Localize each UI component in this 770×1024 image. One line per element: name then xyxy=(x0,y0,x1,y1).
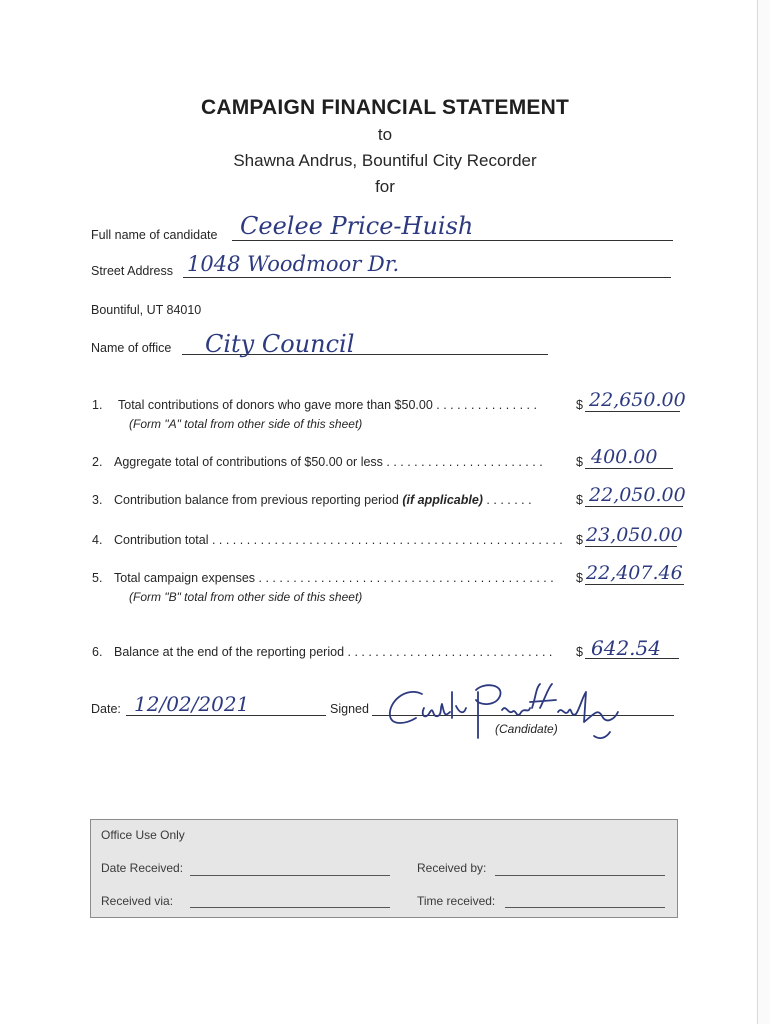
item-1-text: Total contributions of donors who gave more than $50.00 . . . . . . . . . . . . . . . xyxy=(118,398,537,412)
signature-caption: (Candidate) xyxy=(495,722,558,736)
date-value[interactable]: 12/02/2021 xyxy=(134,692,250,716)
item-5-number: 5. xyxy=(92,571,103,585)
city-state-zip: Bountiful, UT 84010 xyxy=(91,303,202,317)
received-by-line[interactable] xyxy=(495,875,665,876)
item-2-dollar: $ xyxy=(576,455,583,469)
header-for: for xyxy=(375,177,395,196)
time-received-line[interactable] xyxy=(505,907,665,908)
item-5-line xyxy=(585,584,684,585)
item-1-amount[interactable]: 22,650.00 xyxy=(589,389,686,411)
street-address-line xyxy=(183,277,671,278)
item-3-number: 3. xyxy=(92,493,103,507)
item-6-dollar: $ xyxy=(576,645,583,659)
item-4-dollar: $ xyxy=(576,533,583,547)
date-received-line[interactable] xyxy=(190,875,390,876)
street-address-value[interactable]: 1048 Woodmoor Dr. xyxy=(187,252,400,276)
office-name-value[interactable]: City Council xyxy=(205,330,355,358)
item-2-number: 2. xyxy=(92,455,103,469)
item-5-note: (Form "B" total from other side of this sheet) xyxy=(129,590,363,604)
item-2-amount[interactable]: 400.00 xyxy=(591,446,658,468)
item-2-line xyxy=(585,468,673,469)
item-4-text: Contribution total . . . . . . . . . . . . . . . . . . . . . . . . . . . . . . . . . . . . . . . . . . . . . . . . . . . xyxy=(114,533,563,547)
candidate-name-label: Full name of candidate xyxy=(91,228,218,242)
item-3-amount[interactable]: 22,050.00 xyxy=(589,484,686,506)
item-5-dollar: $ xyxy=(576,571,583,585)
item-5-text: Total campaign expenses . . . . . . . . . . . . . . . . . . . . . . . . . . . . . . . . . . . . . . . . . . . xyxy=(114,571,554,585)
item-6-text: Balance at the end of the reporting period . . . . . . . . . . . . . . . . . . . . . . . . . . . . . . xyxy=(114,645,553,659)
item-5-amount[interactable]: 22,407.46 xyxy=(586,562,683,584)
time-received-label: Time received: xyxy=(417,894,496,908)
office-name-label: Name of office xyxy=(91,341,172,355)
received-by-label: Received by: xyxy=(417,861,487,875)
item-6-number: 6. xyxy=(92,645,103,659)
signed-label: Signed xyxy=(330,702,369,716)
date-label: Date: xyxy=(91,702,121,716)
received-via-line[interactable] xyxy=(190,907,390,908)
item-3-text xyxy=(114,493,532,507)
item-1-line xyxy=(585,411,680,412)
candidate-signature xyxy=(380,678,645,753)
item-6-amount[interactable]: 642.54 xyxy=(591,636,661,660)
header-recipient: Shawna Andrus, Bountiful City Recorder xyxy=(233,151,537,170)
street-address-label: Street Address xyxy=(91,264,173,278)
item-4-number: 4. xyxy=(92,533,103,547)
item-1-number: 1. xyxy=(92,398,103,412)
office-use-box xyxy=(90,819,678,918)
item-3-text-emph: (if applicable) xyxy=(402,493,483,507)
item-1-dollar: $ xyxy=(576,398,583,412)
item-4-amount[interactable]: 23,050.00 xyxy=(586,524,683,546)
item-3-text-tail: . . . . . . . xyxy=(482,493,532,507)
office-use-title: Office Use Only xyxy=(101,828,185,842)
item-3-dollar: $ xyxy=(576,493,583,507)
item-2-text: Aggregate total of contributions of $50.00 or less . . . . . . . . . . . . . . . . . . . . . . . xyxy=(114,455,543,469)
document-title: CAMPAIGN FINANCIAL STATEMENT xyxy=(200,96,570,119)
item-3-line xyxy=(585,506,683,507)
header-to: to xyxy=(377,125,393,144)
received-via-label: Received via: xyxy=(101,894,174,908)
candidate-name-line xyxy=(232,240,673,241)
item-1-note: (Form "A" total from other side of this sheet) xyxy=(129,417,363,431)
item-4-line xyxy=(585,546,677,547)
item-3-text-main: Contribution balance from previous reporting period xyxy=(114,493,399,507)
candidate-name-value[interactable]: Ceelee Price-Huish xyxy=(240,212,474,240)
date-received-label: Date Received: xyxy=(101,861,184,875)
